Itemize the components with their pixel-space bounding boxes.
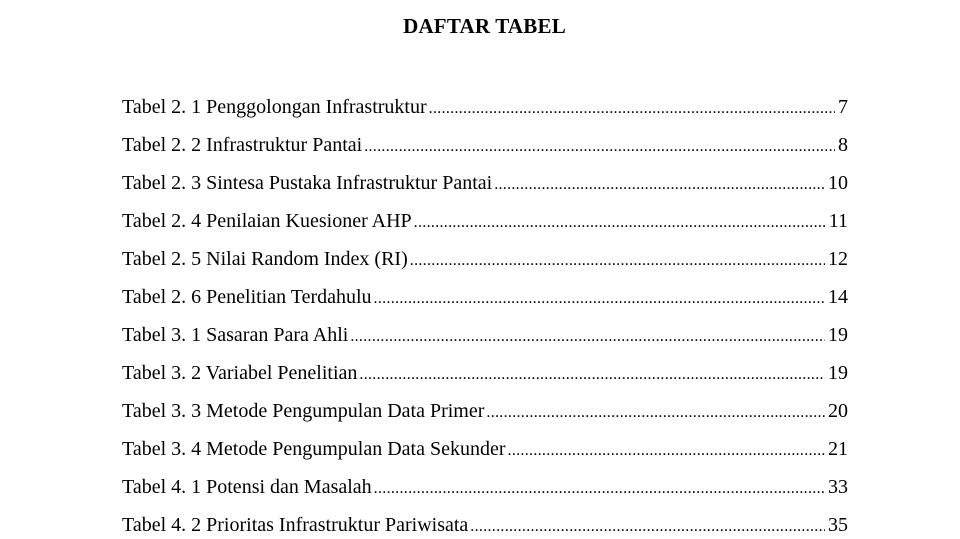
dot-leader (410, 247, 825, 275)
toc-entry-page-number: 10 (828, 172, 848, 194)
toc-entry[interactable] (122, 321, 848, 359)
toc-entry-label: Tabel 3. 1 Sasaran Para Ahli (122, 324, 349, 346)
dot-leader (350, 323, 825, 351)
toc-entry-page-number: 19 (828, 324, 848, 346)
toc-entry-page-number: 20 (828, 400, 848, 422)
toc-entry-label: Tabel 2. 4 Penilaian Kuesioner AHP (122, 210, 412, 232)
toc-entry-label: Tabel 4. 2 Prioritas Infrastruktur Pariwisata (122, 514, 469, 536)
table-of-contents-list (122, 93, 848, 539)
toc-entry-page-number: 12 (828, 248, 848, 270)
toc-entry-label: Tabel 2. 2 Infrastruktur Pantai (122, 134, 363, 156)
dot-leader (494, 171, 825, 199)
toc-entry-page-number: 33 (828, 476, 848, 498)
toc-entry-page-number: 21 (828, 438, 848, 460)
toc-entry-page-number: 14 (828, 286, 848, 308)
toc-entry-page-number: 19 (828, 362, 848, 384)
toc-entry-page-number: 7 (838, 96, 848, 118)
toc-entry[interactable] (122, 283, 848, 321)
toc-entry[interactable] (122, 207, 848, 245)
toc-entry[interactable] (122, 169, 848, 207)
toc-entry[interactable] (122, 245, 848, 283)
toc-entry-label: Tabel 2. 6 Penelitian Terdahulu (122, 286, 372, 308)
toc-entry-label: Tabel 2. 5 Nilai Random Index (RI) (122, 248, 408, 270)
toc-entry[interactable] (122, 131, 848, 169)
dot-leader (486, 399, 825, 427)
toc-entry[interactable] (122, 511, 848, 539)
toc-entry-page-number: 35 (828, 514, 848, 536)
toc-entry-label: Tabel 2. 3 Sintesa Pustaka Infrastruktur Pantai (122, 172, 493, 194)
dot-leader (374, 475, 825, 503)
dot-leader (414, 209, 826, 237)
page-title: DAFTAR TABEL (403, 14, 566, 38)
toc-entry-page-number: 8 (838, 134, 848, 156)
dot-leader (359, 361, 825, 389)
toc-entry-label: Tabel 4. 1 Potensi dan Masalah (122, 476, 372, 498)
dot-leader (364, 133, 835, 161)
toc-entry[interactable] (122, 397, 848, 435)
dot-leader (508, 437, 825, 465)
toc-entry-label: Tabel 2. 1 Penggolongan Infrastruktur (122, 96, 427, 118)
dot-leader (374, 285, 825, 313)
toc-entry-label: Tabel 3. 4 Metode Pengumpulan Data Sekunder (122, 438, 506, 460)
toc-entry-label: Tabel 3. 2 Variabel Penelitian (122, 362, 358, 384)
dot-leader (470, 513, 825, 539)
toc-entry[interactable] (122, 473, 848, 511)
toc-entry-label: Tabel 3. 3 Metode Pengumpulan Data Primer (122, 400, 485, 422)
toc-entry[interactable] (122, 435, 848, 473)
toc-entry[interactable] (122, 359, 848, 397)
dot-leader (429, 95, 835, 123)
toc-entry-page-number: 11 (828, 210, 848, 232)
toc-entry[interactable] (122, 93, 848, 131)
